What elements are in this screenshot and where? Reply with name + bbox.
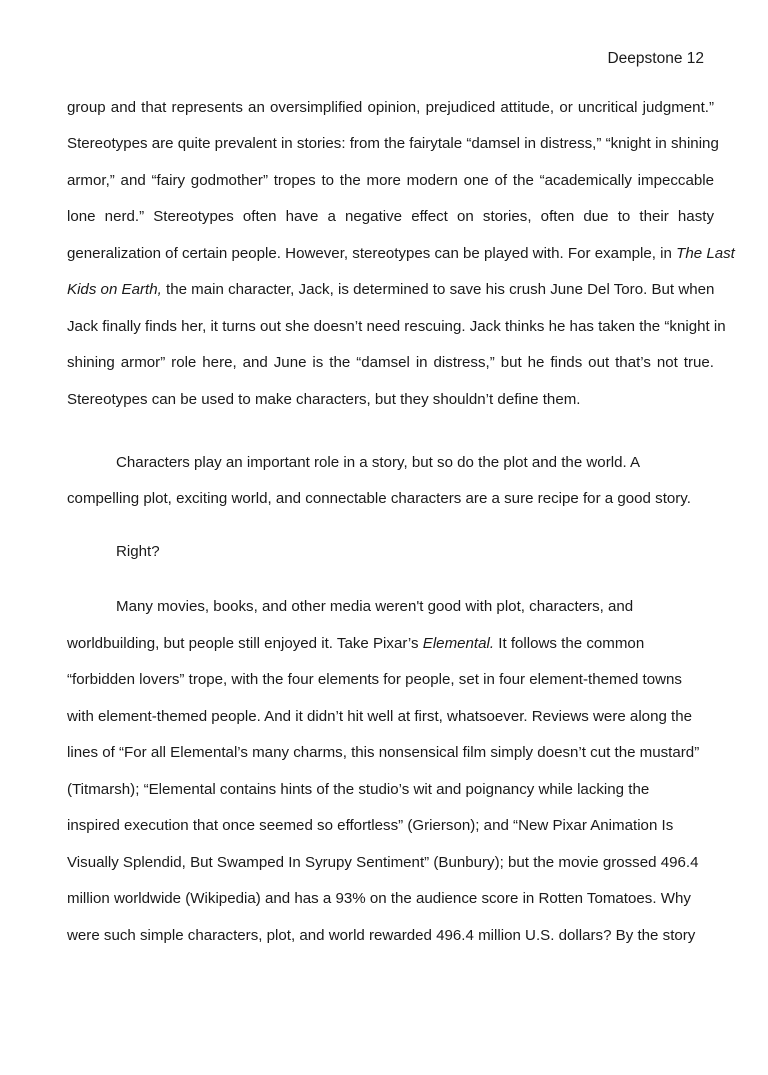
paragraph-line: inspired execution that once seemed so effortless” (Grierson); and “New Pixar Animation Is bbox=[67, 817, 674, 834]
paragraph-line: compelling plot, exciting world, and connectable characters are a sure recipe for a good story. bbox=[67, 490, 691, 507]
paragraph-line bbox=[67, 244, 735, 264]
line-text: generalization of certain people. However, stereotypes can be played with. For example, in bbox=[67, 245, 677, 262]
film-title: Elemental. bbox=[422, 635, 495, 652]
paragraph-line: with element-themed people. And it didn’t hit well at first, whatsoever. Reviews were along the bbox=[67, 708, 693, 725]
paragraph-line: Visually Splendid, But Swamped In Syrupy Sentiment” (Bunbury); but the movie grossed 496.4 bbox=[67, 854, 699, 871]
paragraph-line: group and that represents an oversimplified opinion, prejudiced attitude, or uncritical judgment.” bbox=[67, 99, 714, 116]
line-text: worldbuilding, but people still enjoyed it. Take Pixar’s bbox=[67, 635, 423, 652]
paragraph-line: lines of “For all Elemental’s many charms, this nonsensical film simply doesn’t cut the mustard” bbox=[67, 744, 700, 761]
paragraph-line: Characters play an important role in a story, but so do the plot and the world. A bbox=[116, 454, 641, 471]
paragraph-line bbox=[67, 634, 644, 654]
paragraph-line: million worldwide (Wikipedia) and has a 93% on the audience score in Rotten Tomatoes. Why bbox=[67, 890, 691, 907]
paragraph-line: shining armor” role here, and June is the “damsel in distress,” but he finds out that’s not true. bbox=[67, 354, 714, 371]
paragraph-line: Stereotypes are quite prevalent in stories: from the fairytale “damsel in distress,” “knight in shining bbox=[67, 135, 719, 152]
book-title: The Last bbox=[676, 245, 735, 262]
line-text: the main character, Jack, is determined to save his crush June Del Toro. But when bbox=[161, 281, 715, 298]
paragraph-line: Right? bbox=[116, 543, 160, 560]
paragraph-line: Jack finally finds her, it turns out she doesn’t need rescuing. Jack thinks he has taken the “knight in bbox=[67, 318, 726, 335]
paragraph-line: Stereotypes can be used to make characters, but they shouldn’t define them. bbox=[67, 391, 581, 408]
paragraph-line: were such simple characters, plot, and world rewarded 496.4 million U.S. dollars? By the story bbox=[67, 927, 696, 944]
paragraph-line: Many movies, books, and other media weren't good with plot, characters, and bbox=[116, 598, 634, 615]
paragraph-line: (Titmarsh); “Elemental contains hints of the studio’s wit and poignancy while lacking the bbox=[67, 781, 650, 798]
line-text: It follows the common bbox=[494, 635, 645, 652]
paragraph-line: armor,” and “fairy godmother” tropes to the more modern one of the “academically impeccable bbox=[67, 172, 714, 189]
paragraph-line: lone nerd.” Stereotypes often have a negative effect on stories, often due to their hasty bbox=[67, 208, 714, 225]
paragraph-line: “forbidden lovers” trope, with the four elements for people, set in four element-themed towns bbox=[67, 671, 682, 688]
book-title: Kids on Earth, bbox=[67, 281, 162, 298]
paragraph-line bbox=[67, 280, 714, 300]
page-header-author-page: Deepstone 12 bbox=[607, 50, 704, 67]
